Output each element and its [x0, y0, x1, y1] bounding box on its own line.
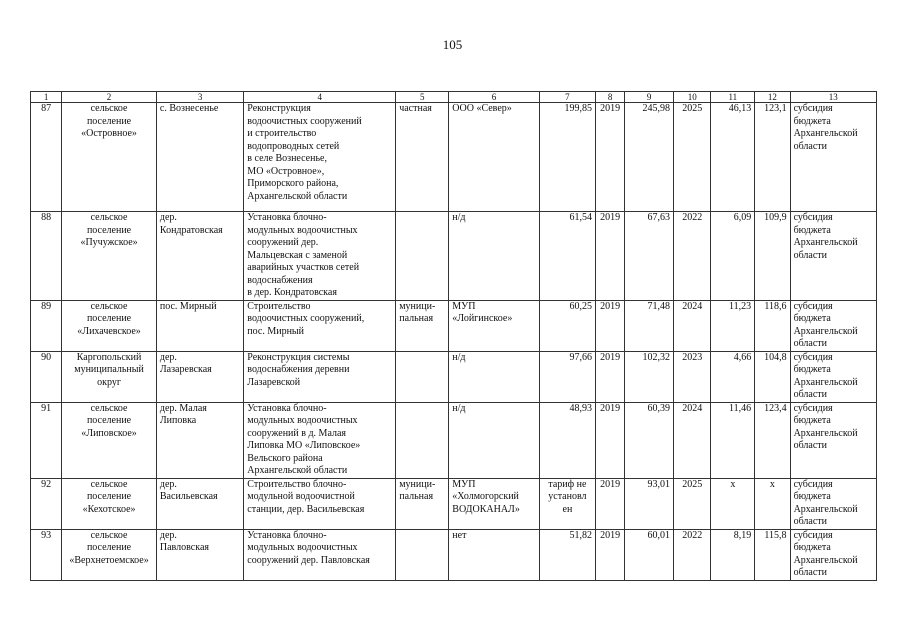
value-cell: 245,98 [625, 103, 674, 212]
percent-cell: 118,6 [755, 300, 790, 351]
value-cell: 6,09 [711, 212, 755, 301]
project-cell: Установка блочно- модульных водоочистных сооружений в д. Малая Липовка МО «Липовское» Вельского района Архангельской области [244, 402, 396, 478]
value-cell: 97,66 [539, 351, 595, 402]
operator-cell: нет [449, 529, 540, 580]
year-cell: 2025 [674, 103, 711, 212]
row-number: 88 [31, 212, 62, 301]
settlement-cell: сельское поселение «Островное» [62, 103, 157, 212]
year-cell: 2024 [674, 402, 711, 478]
settlement-cell: сельское поселение «Лихачевское» [62, 300, 157, 351]
value-cell: 51,82 [539, 529, 595, 580]
year-cell: 2019 [596, 103, 625, 212]
value-cell: 8,19 [711, 529, 755, 580]
funding-source-cell: субсидия бюджета Архангельской области [790, 529, 876, 580]
value-cell: тариф не установл ен [539, 478, 595, 529]
value-cell: 11,46 [711, 402, 755, 478]
table-row [31, 402, 877, 478]
column-header: 9 [625, 92, 674, 103]
funding-source-cell: субсидия бюджета Архангельской области [790, 351, 876, 402]
column-header: 1 [31, 92, 62, 103]
year-cell: 2019 [596, 351, 625, 402]
column-header: 11 [711, 92, 755, 103]
value-cell: 60,25 [539, 300, 595, 351]
funding-source-cell: субсидия бюджета Архангельской области [790, 212, 876, 301]
value-cell: 93,01 [625, 478, 674, 529]
ownership-cell [396, 351, 449, 402]
project-cell: Установка блочно- модульных водоочистных сооружений дер. Павловская [244, 529, 396, 580]
value-cell: 199,85 [539, 103, 595, 212]
percent-cell: 104,8 [755, 351, 790, 402]
operator-cell: ООО «Север» [449, 103, 540, 212]
percent-cell: 109,9 [755, 212, 790, 301]
table-row [31, 212, 877, 301]
row-number: 92 [31, 478, 62, 529]
column-header: 10 [674, 92, 711, 103]
year-cell: 2019 [596, 300, 625, 351]
year-cell: 2019 [596, 402, 625, 478]
column-header: 8 [596, 92, 625, 103]
locality-cell: дер. Васильевская [156, 478, 243, 529]
value-cell: 61,54 [539, 212, 595, 301]
operator-cell: н/д [449, 351, 540, 402]
ownership-cell [396, 402, 449, 478]
column-header: 5 [396, 92, 449, 103]
ownership-cell: муници- пальная [396, 478, 449, 529]
locality-cell: дер. Кондратовская [156, 212, 243, 301]
project-cell: Строительство блочно- модульной водоочистной станции, дер. Васильевская [244, 478, 396, 529]
ownership-cell [396, 212, 449, 301]
row-number: 90 [31, 351, 62, 402]
locality-cell: с. Вознесенье [156, 103, 243, 212]
table-row [31, 529, 877, 580]
table-row [31, 351, 877, 402]
funding-source-cell: субсидия бюджета Архангельской области [790, 402, 876, 478]
funding-source-cell: субсидия бюджета Архангельской области [790, 300, 876, 351]
value-cell: 11,23 [711, 300, 755, 351]
column-header: 6 [449, 92, 540, 103]
column-header: 2 [62, 92, 157, 103]
year-cell: 2022 [674, 212, 711, 301]
value-cell: 60,01 [625, 529, 674, 580]
locality-cell: дер. Малая Липовка [156, 402, 243, 478]
settlement-cell: Каргопольский муниципальный округ [62, 351, 157, 402]
table-row [31, 478, 877, 529]
year-cell: 2024 [674, 300, 711, 351]
value-cell: 48,93 [539, 402, 595, 478]
locality-cell: дер. Павловская [156, 529, 243, 580]
value-cell: 102,32 [625, 351, 674, 402]
row-number: 87 [31, 103, 62, 212]
column-header: 13 [790, 92, 876, 103]
year-cell: 2019 [596, 478, 625, 529]
page-number: 105 [442, 37, 463, 52]
table-row [31, 300, 877, 351]
locality-cell: пос. Мирный [156, 300, 243, 351]
row-number: 93 [31, 529, 62, 580]
operator-cell: н/д [449, 402, 540, 478]
projects-table [30, 91, 877, 581]
percent-cell: х [755, 478, 790, 529]
settlement-cell: сельское поселение «Пучужское» [62, 212, 157, 301]
year-cell: 2025 [674, 478, 711, 529]
project-cell: Установка блочно- модульных водоочистных сооружений дер. Мальцевская с заменой аварийных участков сетей водоснабжения в дер. Кондратовская [244, 212, 396, 301]
settlement-cell: сельское поселение «Верхнетоемское» [62, 529, 157, 580]
year-cell: 2023 [674, 351, 711, 402]
operator-cell: МУП «Холмогорский ВОДОКАНАЛ» [449, 478, 540, 529]
year-cell: 2019 [596, 529, 625, 580]
project-cell: Строительство водоочистных сооружений, пос. Мирный [244, 300, 396, 351]
ownership-cell: частная [396, 103, 449, 212]
column-header: 3 [156, 92, 243, 103]
operator-cell: н/д [449, 212, 540, 301]
funding-source-cell: субсидия бюджета Архангельской области [790, 478, 876, 529]
percent-cell: 123,1 [755, 103, 790, 212]
settlement-cell: сельское поселение «Липовское» [62, 402, 157, 478]
column-header: 12 [755, 92, 790, 103]
row-number: 91 [31, 402, 62, 478]
value-cell: 4,66 [711, 351, 755, 402]
value-cell: 60,39 [625, 402, 674, 478]
column-header: 7 [539, 92, 595, 103]
funding-source-cell: субсидия бюджета Архангельской области [790, 103, 876, 212]
percent-cell: 115,8 [755, 529, 790, 580]
value-cell: 67,63 [625, 212, 674, 301]
column-header: 4 [244, 92, 396, 103]
locality-cell: дер. Лазаревская [156, 351, 243, 402]
year-cell: 2022 [674, 529, 711, 580]
value-cell: х [711, 478, 755, 529]
settlement-cell: сельское поселение «Кехотское» [62, 478, 157, 529]
column-number-row [31, 92, 877, 103]
project-cell: Реконструкция системы водоснабжения деревни Лазаревской [244, 351, 396, 402]
operator-cell: МУП «Лойгинское» [449, 300, 540, 351]
ownership-cell [396, 529, 449, 580]
ownership-cell: муници- пальная [396, 300, 449, 351]
year-cell: 2019 [596, 212, 625, 301]
project-cell: Реконструкция водоочистных сооружений и строительство водопроводных сетей в селе Вознесенье, МО «Островное», Приморского района, Архангельской области [244, 103, 396, 212]
percent-cell: 123,4 [755, 402, 790, 478]
table-row [31, 103, 877, 212]
row-number: 89 [31, 300, 62, 351]
value-cell: 71,48 [625, 300, 674, 351]
value-cell: 46,13 [711, 103, 755, 212]
